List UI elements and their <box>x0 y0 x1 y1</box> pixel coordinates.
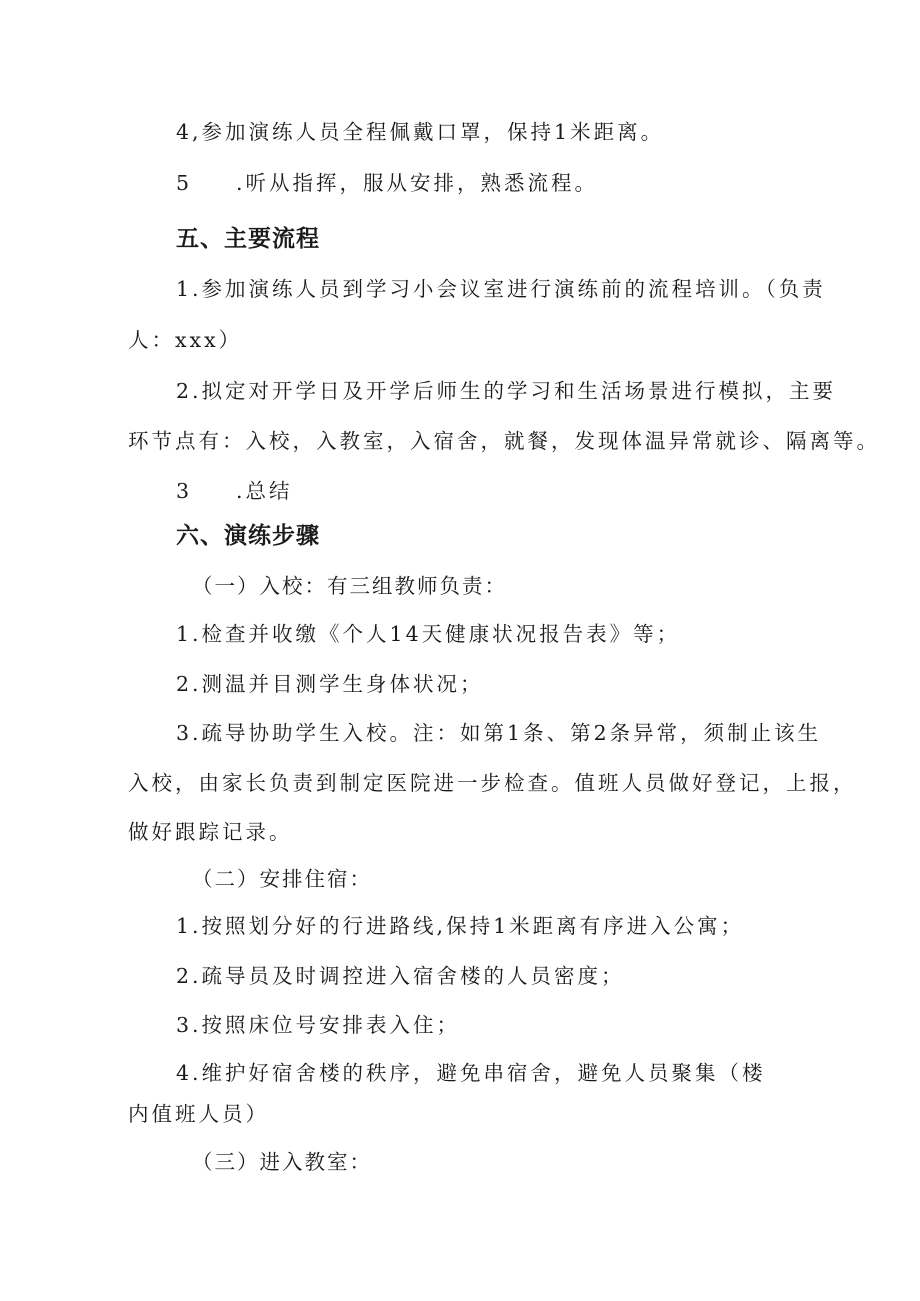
dorm-item-4-line-1: 4.维护好宿舍楼的秩序，避免串宿舍，避免人员聚集（楼 <box>176 1061 766 1085</box>
dorm-item-1: 1.按照划分好的行进路线,保持1米距离有序进入公寓； <box>176 914 745 938</box>
enter-school-item-3-line-3: 做好跟踪记录。 <box>128 820 293 844</box>
dorm-item-3: 3.按照床位号安排表入住； <box>176 1013 461 1037</box>
section-heading-five: 五、主要流程 <box>176 226 320 252</box>
item-5-number: 5 <box>176 171 190 195</box>
flow-item-1-line-1: 1.参加演练人员到学习小会议室进行演练前的流程培训。（负责 <box>176 277 826 301</box>
enter-school-item-1: 1.检查并收缴《个人14天健康状况报告表》等； <box>176 622 681 646</box>
item-5-text: .听从指挥，服从安排，熟悉流程。 <box>236 171 599 195</box>
item-4-line: 4,参加演练人员全程佩戴口罩，保持1米距离。 <box>176 120 665 144</box>
subsection-one-heading: （一）入校：有三组教师负责： <box>192 574 507 598</box>
enter-school-item-2: 2.测温并目测学生身体状况； <box>176 672 484 696</box>
subsection-three-heading: （三）进入教室： <box>192 1150 372 1174</box>
enter-school-item-3-line-1: 3.疏导协助学生入校。注：如第1条、第2条异常，须制止该生 <box>176 721 822 745</box>
dorm-item-2: 2.疏导员及时调控进入宿舍楼的人员密度； <box>176 964 625 988</box>
section-heading-six: 六、演练步骤 <box>176 523 320 549</box>
enter-school-item-3-line-2: 入校，由家长负责到制定医院进一步检查。值班人员做好登记，上报， <box>128 771 857 795</box>
flow-item-2-line-1: 2.拟定对开学日及开学后师生的学习和生活场景进行模拟，主要 <box>176 379 837 403</box>
subsection-two-heading: （二）安排住宿： <box>192 867 372 891</box>
dorm-item-4-line-2: 内值班人员） <box>128 1102 269 1126</box>
flow-item-3-number: 3 <box>176 479 190 503</box>
flow-item-3-text: .总结 <box>236 479 293 503</box>
flow-item-2-line-2: 环节点有：入校，入教室，入宿舍，就餐，发现体温异常就诊、隔离等。 <box>128 429 880 453</box>
flow-item-1-line-2: 人：xxx） <box>128 328 243 352</box>
